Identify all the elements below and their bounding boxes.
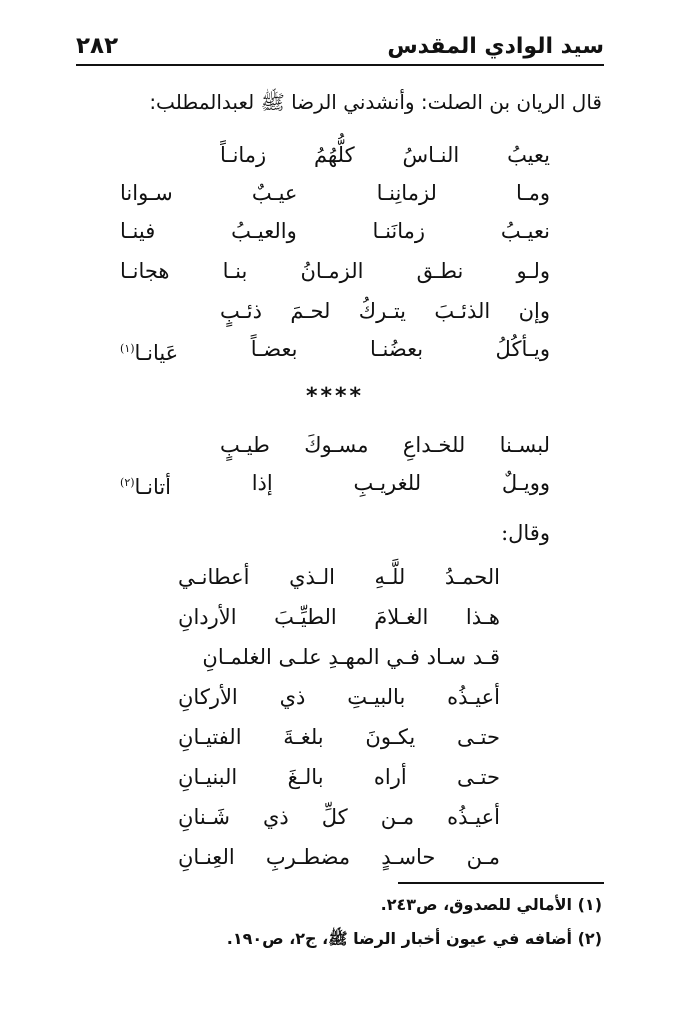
footnote-rule bbox=[398, 882, 604, 884]
verse-word: ويـأكُلُ bbox=[495, 337, 550, 361]
verse-word: زمانـاً bbox=[220, 143, 267, 167]
verse-line bbox=[178, 802, 500, 832]
verse-word: هجانـا bbox=[120, 259, 170, 283]
verse-word: بالبيـتِ bbox=[347, 685, 406, 709]
verse-word: مـن bbox=[380, 805, 415, 829]
verse-word: للَّـهِ bbox=[374, 565, 406, 589]
verse-line bbox=[178, 842, 500, 872]
verse-word: مسـوكَ bbox=[304, 433, 369, 457]
verse-word: وإن bbox=[518, 299, 550, 323]
verse-word: نطـق bbox=[416, 259, 464, 283]
verse-word: لبسـنا bbox=[499, 433, 550, 457]
verse-word: أعيـذُه bbox=[447, 805, 500, 829]
verse-word: الزمـانُ bbox=[300, 259, 364, 283]
verse-line bbox=[220, 140, 550, 170]
verse-line bbox=[120, 334, 550, 368]
verse-word: عَيانـا$^{(١)}$ bbox=[120, 341, 179, 365]
verse-line bbox=[178, 762, 500, 792]
verse-word: بعضـاً bbox=[250, 337, 298, 361]
verse-word: الغـلامَ bbox=[374, 605, 429, 629]
verse-word: هـذا bbox=[465, 605, 500, 629]
verse-line bbox=[120, 468, 550, 502]
verse-word: ذئـبٍ bbox=[220, 299, 263, 323]
verse-word: أعيـذُه bbox=[447, 685, 500, 709]
verse-line bbox=[120, 256, 550, 286]
verse-word: للغريـبِ bbox=[353, 471, 422, 495]
intro-line: قال الريان بن الصلت: وأنشدني الرضا ﷺ لعبدالمطلب: bbox=[149, 90, 602, 114]
verse-word: بالـغَ bbox=[287, 765, 324, 789]
page-number: ٢٨٢ bbox=[76, 33, 119, 59]
verse-word: ذي bbox=[262, 805, 289, 829]
verse-word: قـد سـاد فـي المهـدِ علـى الغلمـانِ bbox=[202, 645, 500, 669]
verse-word: الـذي bbox=[289, 565, 335, 589]
verse-word: يعيبُ bbox=[507, 143, 550, 167]
verse-word: إذا bbox=[251, 471, 273, 495]
verse-word: للخـداعِ bbox=[402, 433, 466, 457]
verse-word: مضطـربِ bbox=[265, 845, 351, 869]
verse-word: أراه bbox=[373, 765, 407, 789]
verse-word: لحـمَ bbox=[290, 299, 331, 323]
verse-word: ذي bbox=[279, 685, 306, 709]
verse-word: النـاسُ bbox=[402, 143, 460, 167]
verse-word: كلُّهُمُ bbox=[314, 143, 355, 167]
verse-word: العِنـانِ bbox=[178, 845, 235, 869]
footnote-2: (٢) أضافه في عيون أخبار الرضا ﷺ، ج٢، ص١٩٠. bbox=[226, 929, 602, 948]
verse-word: نعيـبُ bbox=[500, 219, 550, 243]
verse-word: سـوانا bbox=[120, 181, 173, 205]
verse-word: بعضُنـا bbox=[369, 337, 424, 361]
verse-word: بلغـةَ bbox=[283, 725, 324, 749]
verse-word: الأركانِ bbox=[178, 685, 238, 709]
verse-word: كلِّ bbox=[321, 805, 348, 829]
verse-word: ولـو bbox=[516, 259, 550, 283]
verse-line bbox=[178, 722, 500, 752]
verse-word: طيـبٍ bbox=[220, 433, 270, 457]
footnote-marker: (١) bbox=[120, 342, 135, 355]
verse-word: بنـا bbox=[222, 259, 248, 283]
verse-word: ومـا bbox=[516, 181, 550, 205]
verse-word: حتـى bbox=[457, 765, 500, 789]
verse-word: حتـى bbox=[457, 725, 500, 749]
section-separator: **** bbox=[305, 384, 365, 409]
verse-line bbox=[120, 178, 550, 208]
running-title: سيد الوادي المقدس bbox=[387, 33, 604, 59]
and-he-said-label: وقال: bbox=[501, 521, 550, 545]
verse-word: الحمـدُ bbox=[444, 565, 500, 589]
verse-word: أتانـا$^{(٢)}$ bbox=[120, 475, 172, 499]
footnote-marker: (٢) bbox=[120, 476, 135, 489]
verse-word: حاسـدٍ bbox=[381, 845, 436, 869]
verse-word: وويـلٌ bbox=[501, 471, 550, 495]
verse-word: الأردانِ bbox=[178, 605, 237, 629]
verse-word: عيـبٌ bbox=[251, 181, 298, 205]
verse-word: الذئـبَ bbox=[434, 299, 491, 323]
verse-line bbox=[178, 642, 500, 672]
verse-word: والعيـبُ bbox=[231, 219, 297, 243]
verse-word: الطيِّـبَ bbox=[274, 605, 337, 629]
verse-word: مـن bbox=[466, 845, 500, 869]
verse-word: أعطانـي bbox=[178, 565, 250, 589]
verse-word: يكـونَ bbox=[365, 725, 416, 749]
verse-word: زمانَنـا bbox=[372, 219, 426, 243]
verse-line bbox=[178, 602, 500, 632]
page-header bbox=[76, 28, 604, 64]
verse-line bbox=[178, 682, 500, 712]
footnote-1: (١) الأمالي للصدوق، ص٢٤٣. bbox=[380, 895, 602, 914]
verse-line bbox=[220, 430, 550, 460]
verse-word: يتـركُ bbox=[358, 299, 407, 323]
verse-word: فينـا bbox=[120, 219, 156, 243]
verse-word: لزمانِنـا bbox=[376, 181, 437, 205]
verse-word: الفتيـانِ bbox=[178, 725, 242, 749]
verse-word: البنيـانِ bbox=[178, 765, 238, 789]
verse-word: شَـنانِ bbox=[178, 805, 230, 829]
verse-line bbox=[220, 296, 550, 326]
verse-line bbox=[178, 562, 500, 592]
verse-line bbox=[120, 216, 550, 246]
header-rule bbox=[76, 64, 604, 66]
